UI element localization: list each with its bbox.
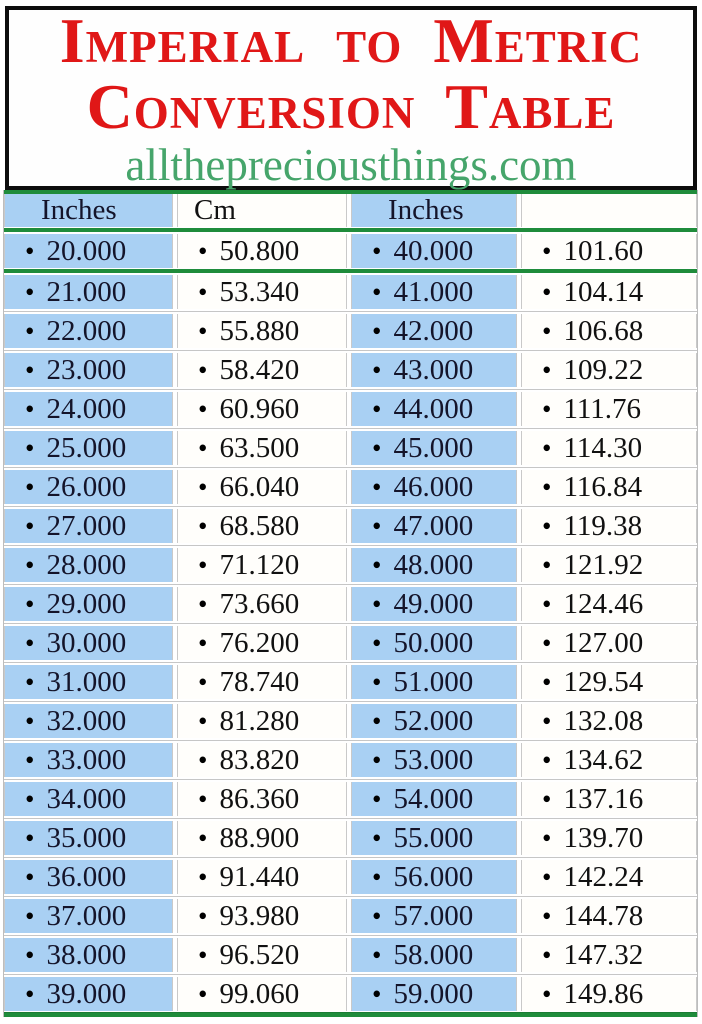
bullet-icon: • — [25, 276, 35, 307]
inches-cell — [351, 860, 517, 894]
table-row — [4, 431, 697, 465]
inches-cell — [351, 782, 517, 816]
bullet-icon: • — [198, 354, 208, 385]
bullet-icon: • — [25, 705, 35, 736]
cell-value: 71.120 — [219, 548, 300, 581]
website-url: allthepreciousthings.com — [125, 139, 577, 190]
table-row — [4, 587, 697, 621]
cell-value: 43.000 — [393, 353, 474, 386]
cell-value: 27.000 — [46, 509, 127, 542]
bullet-icon: • — [372, 315, 382, 346]
bullet-icon: • — [25, 549, 35, 580]
bullet-icon: • — [542, 549, 552, 580]
inches-cell — [351, 234, 517, 268]
cell-value: 54.000 — [393, 782, 474, 815]
cm-cell — [521, 509, 697, 543]
cell-value: 31.000 — [46, 665, 127, 698]
bullet-icon: • — [198, 627, 208, 658]
bullet-icon: • — [198, 510, 208, 541]
bullet-icon: • — [372, 900, 382, 931]
table-row — [4, 743, 697, 777]
page-title-line1: Imperial to Metric — [59, 4, 643, 76]
table-row — [4, 314, 697, 348]
cm-cell — [177, 470, 347, 504]
bullet-icon: • — [372, 235, 382, 266]
cm-cell — [521, 314, 697, 348]
bullet-icon: • — [542, 235, 552, 266]
cm-cell — [177, 899, 347, 933]
cm-cell — [521, 743, 697, 777]
cell-value: 55.880 — [219, 314, 300, 347]
bullet-icon: • — [372, 783, 382, 814]
inches-cell — [351, 314, 517, 348]
bullet-icon: • — [198, 588, 208, 619]
bullet-icon: • — [372, 627, 382, 658]
inches-cell — [351, 587, 517, 621]
bullet-icon: • — [198, 315, 208, 346]
cell-value: 23.000 — [46, 353, 127, 386]
cm-cell — [177, 626, 347, 660]
cell-value: 132.08 — [563, 704, 644, 737]
table-header-row — [4, 194, 697, 227]
cm-cell — [521, 392, 697, 426]
inches-cell — [4, 977, 173, 1011]
cell-value: 55.000 — [393, 821, 474, 854]
cell-value: 51.000 — [393, 665, 474, 698]
bullet-icon: • — [25, 235, 35, 266]
cell-value: 134.62 — [563, 743, 644, 776]
cell-value: 121.92 — [563, 548, 644, 581]
cm-cell — [177, 234, 347, 268]
inches-cell — [351, 821, 517, 855]
inches-cell — [4, 234, 173, 268]
bullet-icon: • — [198, 235, 208, 266]
cell-value: 49.000 — [393, 587, 474, 620]
inches-cell — [4, 899, 173, 933]
cm-cell — [177, 977, 347, 1011]
bullet-icon: • — [542, 978, 552, 1009]
cm-cell — [177, 938, 347, 972]
inches-cell — [351, 665, 517, 699]
bullet-icon: • — [542, 939, 552, 970]
bullet-icon: • — [198, 471, 208, 502]
cm-cell — [521, 899, 697, 933]
bullet-icon: • — [25, 315, 35, 346]
bullet-icon: • — [372, 393, 382, 424]
table-row — [4, 548, 697, 582]
table-bottom-line — [4, 1011, 697, 1017]
cell-value: 86.360 — [219, 782, 300, 815]
inches-cell — [351, 275, 517, 309]
cell-value: 50.800 — [219, 234, 300, 267]
table-row — [4, 704, 697, 738]
bullet-icon: • — [25, 588, 35, 619]
bullet-icon: • — [542, 627, 552, 658]
inches-cell — [351, 353, 517, 387]
cm-cell — [521, 234, 697, 268]
inches-cell — [4, 548, 173, 582]
cell-value: 56.000 — [393, 860, 474, 893]
cell-value: 58.420 — [219, 353, 300, 386]
cell-value: 35.000 — [46, 821, 127, 854]
header-inches-left: Inches — [4, 194, 173, 227]
inches-cell — [4, 275, 173, 309]
cell-value: 45.000 — [393, 431, 474, 464]
bullet-icon: • — [25, 393, 35, 424]
bullet-icon: • — [198, 900, 208, 931]
bullet-icon: • — [25, 822, 35, 853]
bullet-icon: • — [542, 276, 552, 307]
bullet-icon: • — [542, 471, 552, 502]
cm-cell — [521, 548, 697, 582]
cell-value: 39.000 — [46, 977, 127, 1010]
bullet-icon: • — [542, 315, 552, 346]
bullet-icon: • — [372, 939, 382, 970]
cell-value: 111.76 — [563, 392, 642, 425]
cell-value: 81.280 — [219, 704, 300, 737]
inches-cell — [4, 821, 173, 855]
table-row — [4, 470, 697, 504]
bullet-icon: • — [25, 666, 35, 697]
table-row — [4, 234, 697, 268]
bullet-icon: • — [25, 900, 35, 931]
cell-value: 144.78 — [563, 899, 644, 932]
inches-cell — [351, 392, 517, 426]
cell-value: 124.46 — [563, 587, 644, 620]
cm-cell — [177, 821, 347, 855]
cm-cell — [177, 275, 347, 309]
cell-value: 83.820 — [219, 743, 300, 776]
cell-value: 142.24 — [563, 860, 644, 893]
cell-value: 33.000 — [46, 743, 127, 776]
cell-value: 46.000 — [393, 470, 474, 503]
inches-cell — [351, 470, 517, 504]
cell-value: 44.000 — [393, 392, 474, 425]
bullet-icon: • — [198, 939, 208, 970]
cell-value: 116.84 — [563, 470, 643, 503]
cm-cell — [177, 509, 347, 543]
cell-value: 38.000 — [46, 938, 127, 971]
header-cm-right — [521, 194, 697, 227]
bullet-icon: • — [542, 744, 552, 775]
bullet-icon: • — [372, 354, 382, 385]
bullet-icon: • — [198, 978, 208, 1009]
cm-cell — [177, 587, 347, 621]
header-cm-left: Cm — [177, 194, 347, 227]
cell-value: 101.60 — [563, 234, 644, 267]
bullet-icon: • — [198, 822, 208, 853]
inches-cell — [351, 977, 517, 1011]
cell-value: 53.000 — [393, 743, 474, 776]
bullet-icon: • — [25, 354, 35, 385]
table-row — [4, 509, 697, 543]
bullet-icon: • — [25, 978, 35, 1009]
cell-value: 59.000 — [393, 977, 474, 1010]
inches-cell — [351, 899, 517, 933]
bullet-icon: • — [198, 432, 208, 463]
cell-value: 78.740 — [219, 665, 300, 698]
header-separator-line — [4, 227, 697, 234]
cm-cell — [521, 353, 697, 387]
bullet-icon: • — [542, 510, 552, 541]
cell-value: 32.000 — [46, 704, 127, 737]
table-row — [4, 353, 697, 387]
bullet-icon: • — [542, 783, 552, 814]
conversion-table — [3, 190, 698, 1017]
inches-cell — [4, 353, 173, 387]
inches-cell — [351, 938, 517, 972]
bullet-icon: • — [198, 276, 208, 307]
table-row — [4, 626, 697, 660]
cm-cell — [521, 782, 697, 816]
cell-value: 68.580 — [219, 509, 300, 542]
cell-value: 30.000 — [46, 626, 127, 659]
bullet-icon: • — [372, 588, 382, 619]
inches-cell — [4, 782, 173, 816]
inches-cell — [4, 743, 173, 777]
cell-value: 63.500 — [219, 431, 300, 464]
cell-value: 137.16 — [563, 782, 644, 815]
cell-value: 28.000 — [46, 548, 127, 581]
bullet-icon: • — [198, 744, 208, 775]
bullet-icon: • — [198, 666, 208, 697]
cell-value: 119.38 — [563, 509, 643, 542]
bullet-icon: • — [25, 471, 35, 502]
cm-cell — [521, 626, 697, 660]
cell-value: 60.960 — [219, 392, 300, 425]
cell-value: 147.32 — [563, 938, 644, 971]
cm-cell — [177, 392, 347, 426]
cm-cell — [177, 782, 347, 816]
cm-cell — [521, 821, 697, 855]
cell-value: 106.68 — [563, 314, 644, 347]
header-inches-right: Inches — [351, 194, 517, 227]
inches-cell — [4, 431, 173, 465]
cell-value: 114.30 — [563, 431, 643, 464]
cell-value: 109.22 — [563, 353, 644, 386]
bullet-icon: • — [25, 627, 35, 658]
cell-value: 40.000 — [393, 234, 474, 267]
inches-cell — [4, 665, 173, 699]
bullet-icon: • — [542, 861, 552, 892]
cell-value: 37.000 — [46, 899, 127, 932]
cell-value: 24.000 — [46, 392, 127, 425]
cell-value: 48.000 — [393, 548, 474, 581]
cell-value: 127.00 — [563, 626, 644, 659]
cm-cell — [177, 353, 347, 387]
table-row — [4, 392, 697, 426]
cm-cell — [177, 860, 347, 894]
inches-cell — [4, 860, 173, 894]
bullet-icon: • — [542, 393, 552, 424]
inches-cell — [4, 509, 173, 543]
cell-value: 93.980 — [219, 899, 300, 932]
bullet-icon: • — [372, 432, 382, 463]
inches-cell — [4, 314, 173, 348]
cell-value: 139.70 — [563, 821, 644, 854]
cm-cell — [177, 431, 347, 465]
cm-cell — [521, 587, 697, 621]
bullet-icon: • — [372, 666, 382, 697]
bullet-icon: • — [372, 705, 382, 736]
cell-value: 21.000 — [46, 275, 127, 308]
cell-value: 91.440 — [219, 860, 300, 893]
cm-cell — [177, 743, 347, 777]
bullet-icon: • — [198, 393, 208, 424]
cell-value: 53.340 — [219, 275, 300, 308]
cell-value: 29.000 — [46, 587, 127, 620]
cell-value: 96.520 — [219, 938, 300, 971]
bullet-icon: • — [372, 861, 382, 892]
inches-cell — [4, 587, 173, 621]
inches-cell — [351, 509, 517, 543]
cm-cell — [177, 548, 347, 582]
inches-cell — [351, 743, 517, 777]
cm-cell — [177, 314, 347, 348]
table-row — [4, 665, 697, 699]
cell-value: 20.000 — [46, 234, 127, 267]
cell-value: 104.14 — [563, 275, 644, 308]
bullet-icon: • — [198, 549, 208, 580]
inches-cell — [351, 431, 517, 465]
bullet-icon: • — [542, 900, 552, 931]
inches-cell — [351, 548, 517, 582]
bullet-icon: • — [25, 861, 35, 892]
cm-cell — [521, 704, 697, 738]
inches-cell — [4, 704, 173, 738]
inches-cell — [351, 626, 517, 660]
table-row — [4, 938, 697, 972]
cell-value: 47.000 — [393, 509, 474, 542]
inches-cell — [4, 938, 173, 972]
cell-value: 25.000 — [46, 431, 127, 464]
bullet-icon: • — [542, 588, 552, 619]
cell-value: 22.000 — [46, 314, 127, 347]
bullet-icon: • — [198, 861, 208, 892]
cell-value: 57.000 — [393, 899, 474, 932]
cm-cell — [521, 431, 697, 465]
cell-value: 66.040 — [219, 470, 300, 503]
bullet-icon: • — [372, 510, 382, 541]
bullet-icon: • — [372, 276, 382, 307]
cm-cell — [521, 665, 697, 699]
bullet-icon: • — [542, 705, 552, 736]
bullet-icon: • — [372, 549, 382, 580]
row-separator — [4, 268, 697, 275]
page-title-line2: Conversion Table — [86, 70, 616, 142]
cell-value: 50.000 — [393, 626, 474, 659]
bullet-icon: • — [25, 744, 35, 775]
cell-value: 36.000 — [46, 860, 127, 893]
cm-cell — [177, 665, 347, 699]
bullet-icon: • — [542, 432, 552, 463]
cell-value: 42.000 — [393, 314, 474, 347]
bullet-icon: • — [372, 744, 382, 775]
cell-value: 76.200 — [219, 626, 300, 659]
bullet-icon: • — [542, 354, 552, 385]
cell-value: 73.660 — [219, 587, 300, 620]
cm-cell — [521, 275, 697, 309]
cell-value: 58.000 — [393, 938, 474, 971]
bullet-icon: • — [372, 471, 382, 502]
cell-value: 88.900 — [219, 821, 300, 854]
inches-cell — [4, 470, 173, 504]
table-row — [4, 782, 697, 816]
table-row — [4, 275, 697, 309]
conversion-table-body — [4, 234, 697, 1011]
cell-value: 34.000 — [46, 782, 127, 815]
cm-cell — [521, 860, 697, 894]
bullet-icon: • — [198, 783, 208, 814]
inches-cell — [4, 626, 173, 660]
cell-value: 52.000 — [393, 704, 474, 737]
bullet-icon: • — [372, 822, 382, 853]
cell-value: 99.060 — [219, 977, 300, 1010]
table-row — [4, 977, 697, 1011]
cell-value: 129.54 — [563, 665, 644, 698]
bullet-icon: • — [25, 939, 35, 970]
cell-value: 41.000 — [393, 275, 474, 308]
cm-cell — [521, 977, 697, 1011]
table-row — [4, 899, 697, 933]
cm-cell — [177, 704, 347, 738]
bullet-icon: • — [542, 822, 552, 853]
bullet-icon: • — [25, 783, 35, 814]
bullet-icon: • — [25, 510, 35, 541]
table-row — [4, 821, 697, 855]
cm-cell — [521, 470, 697, 504]
bullet-icon: • — [25, 432, 35, 463]
inches-cell — [4, 392, 173, 426]
bullet-icon: • — [372, 978, 382, 1009]
bullet-icon: • — [198, 705, 208, 736]
bullet-icon: • — [542, 666, 552, 697]
cell-value: 149.86 — [563, 977, 644, 1010]
table-row — [4, 860, 697, 894]
title-box — [5, 6, 697, 190]
inches-cell — [351, 704, 517, 738]
cell-value: 26.000 — [46, 470, 127, 503]
cm-cell — [521, 938, 697, 972]
